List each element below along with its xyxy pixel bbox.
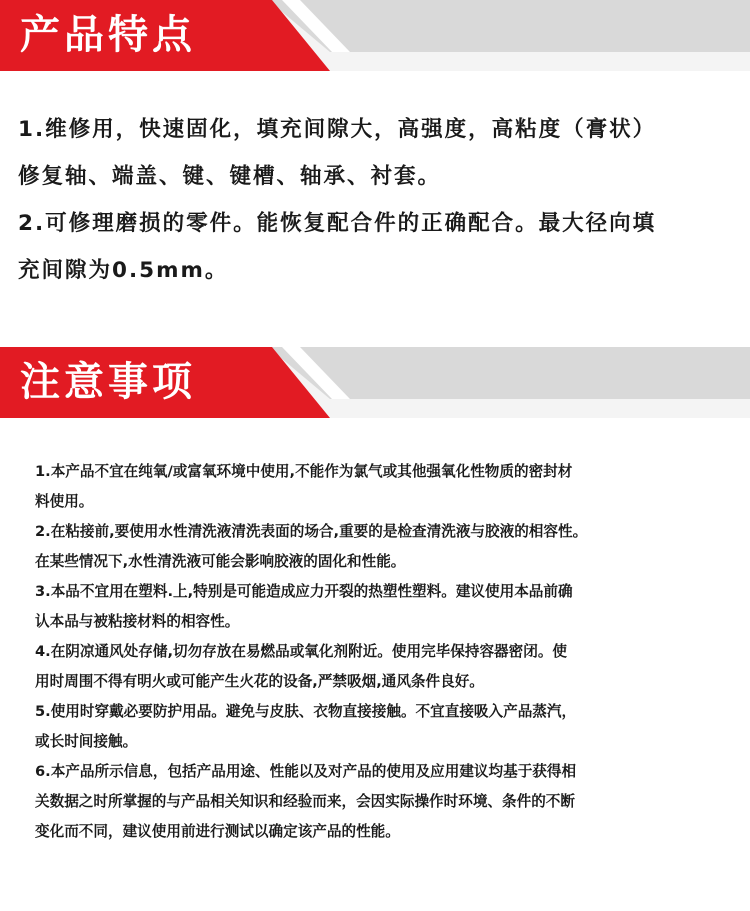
notice-line: 在某些情况下,水性清洗液可能会影响胶液的固化和性能。 <box>35 553 406 570</box>
notice-line: 6.本产品所示信息，包括产品用途、性能以及对产品的使用及应用建议均基于获得相 <box>35 763 577 780</box>
notice-line: 料使用。 <box>35 493 94 510</box>
notice-title: 注意事项 <box>20 359 196 405</box>
notice-line: 用时周围不得有明火或可能产生火花的设备,严禁吸烟,通风条件良好。 <box>35 673 484 690</box>
notice-line: 或长时间接触。 <box>35 733 138 750</box>
features-line: 2.可修理磨损的零件。能恢复配合件的正确配合。最大径向填 <box>18 211 657 236</box>
notice-line: 1.本产品不宜在纯氧/或富氧环境中使用,不能作为氯气或其他强氧化性物质的密封材 <box>35 463 573 480</box>
notice-line: 5.使用时穿戴必要防护用品。避免与皮肤、衣物直接接触。不宜直接吸入产品蒸汽， <box>35 703 577 720</box>
features-line: 1.维修用，快速固化，填充间隙大，高强度，高粘度（膏状） <box>18 117 657 142</box>
notice-line: 2.在粘接前,要使用水性清洗液清洗表面的场合,重要的是检查清洗液与胶液的相容性。 <box>35 523 588 540</box>
notice-line: 认本品与被粘接材料的相容性。 <box>35 613 240 630</box>
notice-line: 关数据之时所掌握的与产品相关知识和经验而来，会因实际操作时环境、条件的不断 <box>35 793 575 810</box>
notice-banner <box>0 347 750 418</box>
features-banner <box>0 0 750 71</box>
notice-line: 3.本品不宜用在塑料.上,特别是可能造成应力开裂的热塑性塑料。建议使用本品前确 <box>35 583 573 600</box>
features-title: 产品特点 <box>20 12 196 58</box>
notice-content <box>35 457 725 847</box>
notice-line: 变化而不同，建议使用前进行测试以确定该产品的性能。 <box>35 823 400 840</box>
features-line: 充间隙为0.5mm。 <box>18 258 229 283</box>
features-line: 修复轴、端盖、键、键槽、轴承、衬套。 <box>18 164 442 189</box>
notice-line: 4.在阴凉通风处存储,切勿存放在易燃品或氧化剂附近。使用完毕保持容器密闭。使 <box>35 643 568 660</box>
features-content <box>18 115 733 285</box>
